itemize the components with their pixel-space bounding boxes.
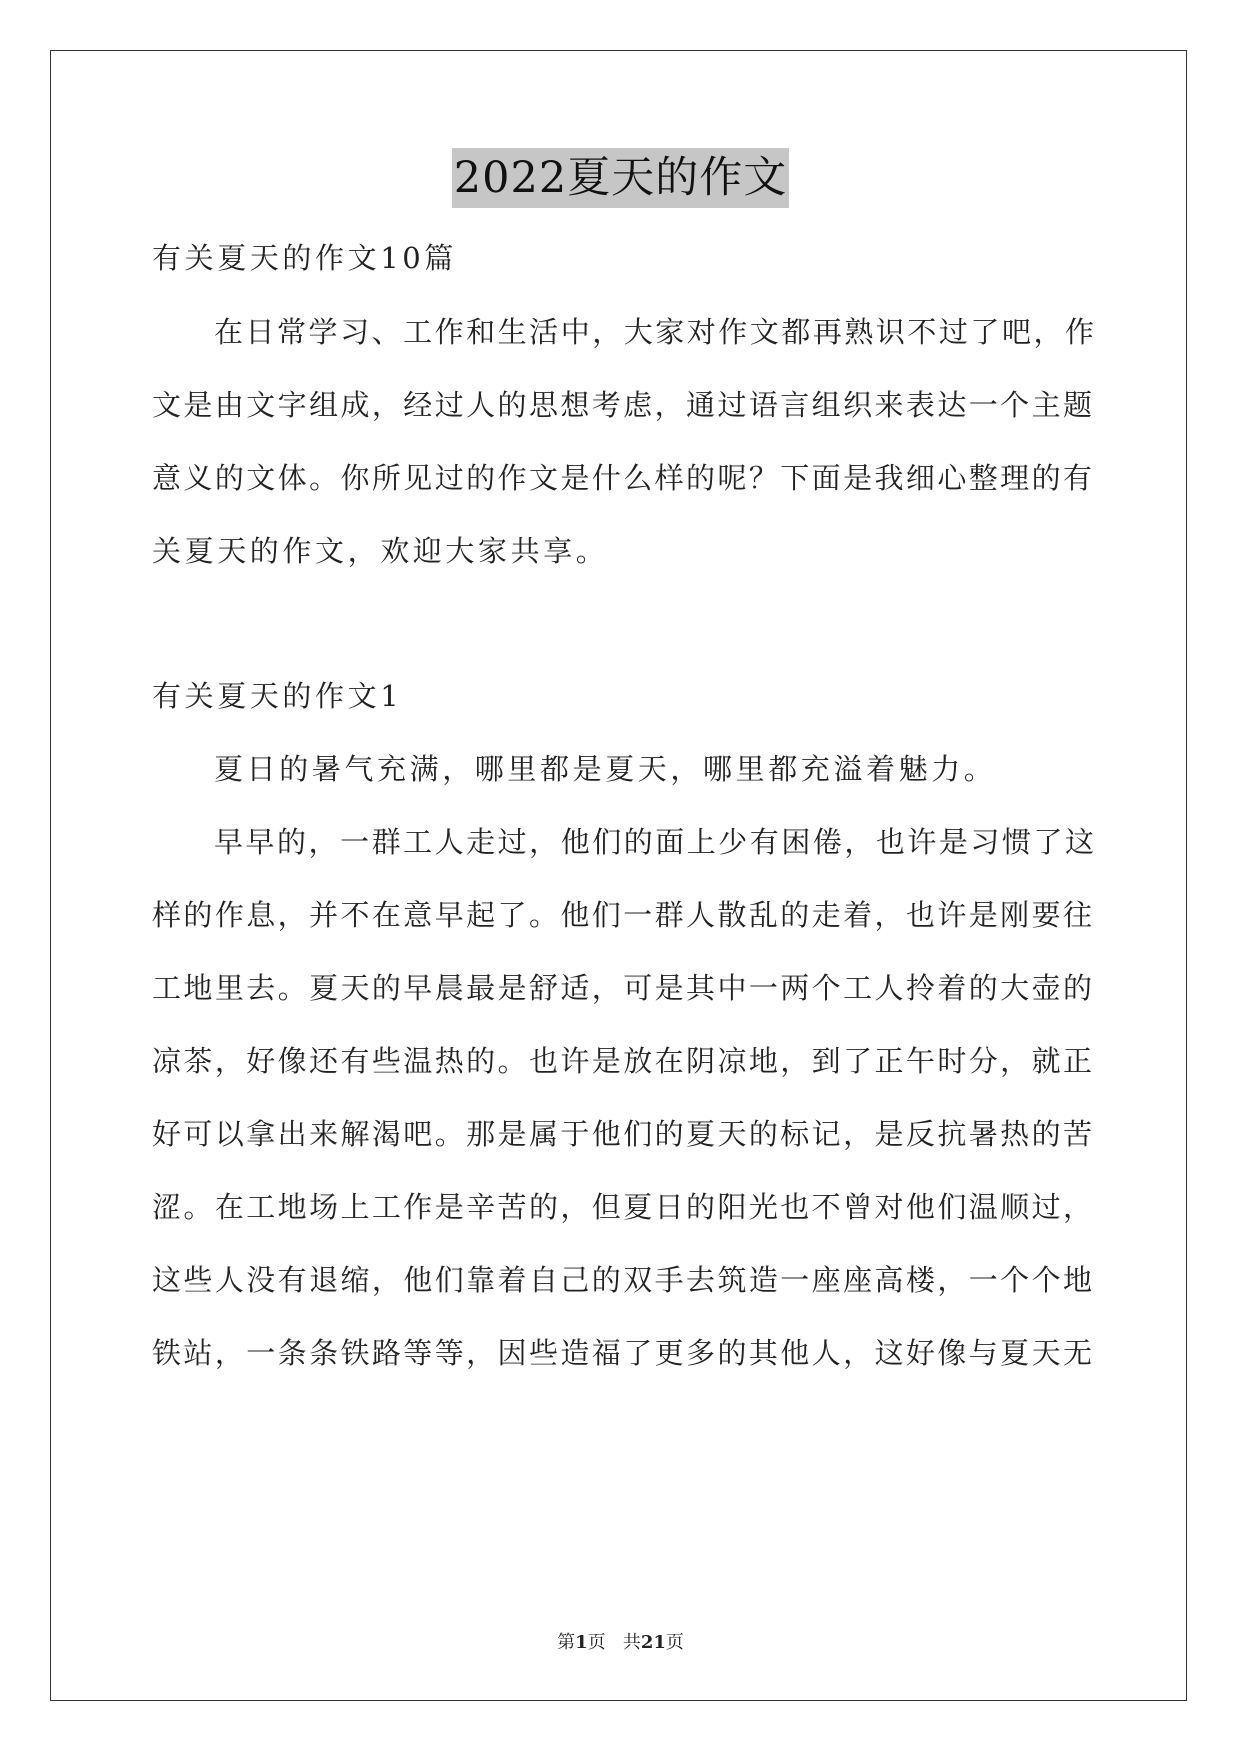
section1-p2-line-4: 凉茶，好像还有些温热的。也许是放在阴凉地，到了正午时分，就正 <box>152 1044 1092 1078</box>
intro-line-2: 文是由文字组成，经过人的思想考虑，通过语言组织来表达一个主题 <box>152 388 1092 422</box>
section1-p2-line-7: 这些人没有退缩，他们靠着自己的双手去筑造一座座高楼，一个个地 <box>152 1263 1092 1297</box>
section1-p2-line-3: 工地里去。夏天的早晨最是舒适，可是其中一两个工人拎着的大壶的 <box>152 971 1092 1005</box>
footer-page-prefix: 第 <box>557 1632 576 1653</box>
section1-paragraph1: 夏日的暑气充满，哪里都是夏天，哪里都充溢着魅力。 <box>214 752 997 786</box>
title-container <box>0 148 1241 208</box>
footer-page-unit: 页 <box>587 1632 606 1653</box>
section1-p2-line-1: 早早的，一群工人走过，他们的面上少有困倦，也许是习惯了这 <box>214 825 1094 859</box>
section1-p2-line-2: 样的作息，并不在意早起了。他们一群人散乱的走着，也许是刚要往 <box>152 898 1092 932</box>
section1-p2-line-5: 好可以拿出来解渴吧。那是属于他们的夏天的标记，是反抗暑热的苦 <box>152 1117 1092 1151</box>
intro-line-4: 关夏天的作文，欢迎大家共享。 <box>152 534 609 568</box>
intro-line-3: 意义的文体。你所见过的作文是什么样的呢？下面是我细心整理的有 <box>152 461 1092 495</box>
footer-total-pages: 21 <box>640 1632 666 1653</box>
section1-p2-line-6: 涩。在工地场上工作是辛苦的，但夏日的阳光也不曾对他们温顺过， <box>152 1190 1092 1224</box>
section1-p2-line-8: 铁站，一条条铁路等等，因些造福了更多的其他人，这好像与夏天无 <box>152 1336 1092 1370</box>
footer-total-prefix: 共 <box>622 1632 641 1653</box>
footer-total-unit: 页 <box>665 1632 684 1653</box>
document-title: 2022夏天的作文 <box>452 148 789 208</box>
page-footer <box>0 1628 1241 1654</box>
intro-line-1: 在日常学习、工作和生活中，大家对作文都再熟识不过了吧，作 <box>214 315 1094 349</box>
document-subtitle: 有关夏天的作文10篇 <box>152 241 457 275</box>
footer-page-number: 1 <box>575 1632 588 1653</box>
section1-heading: 有关夏天的作文1 <box>152 679 403 713</box>
page-border <box>50 50 1187 1701</box>
